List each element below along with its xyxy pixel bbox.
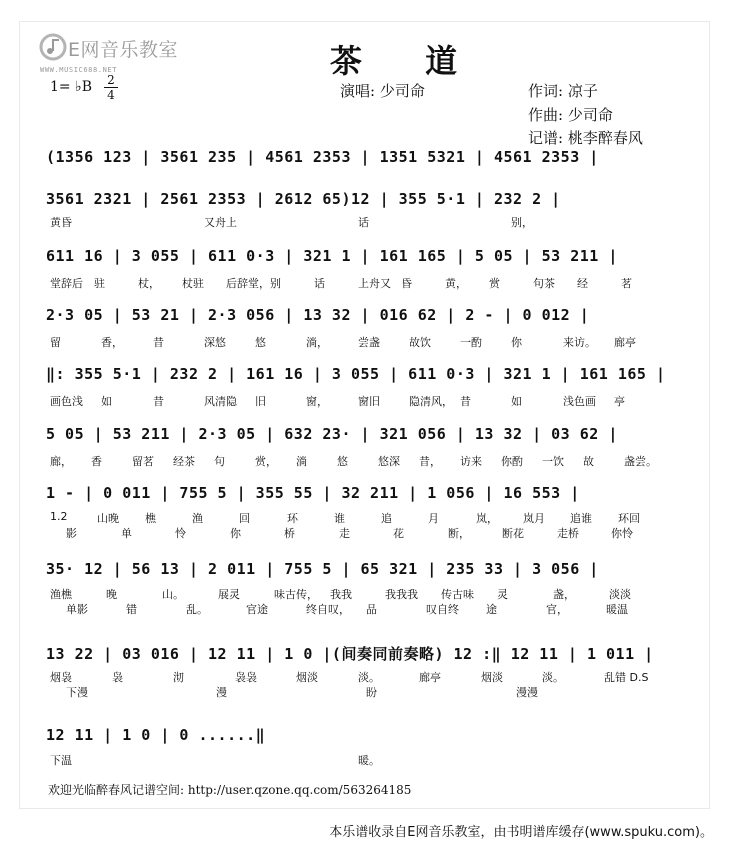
score-row xyxy=(46,148,686,168)
lyric-syllable: 浅色画 xyxy=(563,395,596,408)
site-logo xyxy=(38,30,188,78)
score-row xyxy=(46,726,686,767)
lyric-syllable: 尝盏 xyxy=(358,336,380,349)
lyric-syllable: 一饮 xyxy=(542,455,564,468)
lyric-syllable: 别 xyxy=(270,277,281,290)
lyric-syllable: 堂辞后 xyxy=(50,277,83,290)
lyric-syllable: 风清隐 xyxy=(204,395,237,408)
lyric-syllable: 盏， xyxy=(553,588,575,601)
lyric-syllable: 暖。 xyxy=(358,754,380,767)
score-row xyxy=(46,560,686,616)
lyric-syllable: 下温 xyxy=(50,754,72,767)
lyric-syllable: 杖驻 xyxy=(182,277,204,290)
lyric-syllable: 昔， xyxy=(419,455,441,468)
lyric-syllable-verse2: 怜 xyxy=(175,527,186,540)
composer: 作曲: 少司命 xyxy=(528,106,613,124)
lyric-syllable: 亭 xyxy=(614,395,625,408)
lyric-syllable: 山。 xyxy=(162,588,184,601)
lyric-syllable: 淡。 xyxy=(358,671,380,684)
lyric-syllable: 悠深 xyxy=(378,455,400,468)
lyric-syllable: 岚月 xyxy=(523,512,545,525)
lyric-syllable: 烟淡 xyxy=(296,671,318,684)
lyric-syllable: 窗旧 xyxy=(358,395,380,408)
lyric-syllable: 淌 xyxy=(296,455,307,468)
lyric-syllable: 后辞堂， xyxy=(226,277,270,290)
lyric-syllable: 谁 xyxy=(334,512,345,525)
lyric-syllable: 淡淡 xyxy=(609,588,631,601)
lyric-syllable: 深悠 xyxy=(204,336,226,349)
lyric-syllable: 烟袅 xyxy=(50,671,72,684)
note-line: 13 22 | 03 016 | 12 11 | 1 0 |(间奏同前奏略) 12 :‖ 12 11 | 1 011 | xyxy=(46,645,654,663)
lyric-syllable: 晚 xyxy=(106,588,117,601)
lyric-syllable: 环回 xyxy=(618,512,640,525)
lyric-syllable: 月 xyxy=(428,512,439,525)
lyric-syllable: 悠 xyxy=(255,336,266,349)
lyric-syllable: 话 xyxy=(314,277,325,290)
lyric-syllable: 你 xyxy=(511,336,522,349)
lyric-syllable-verse2: 单影 xyxy=(66,603,88,616)
note-line: 2·3 05 | 53 21 | 2·3 056 | 13 32 | 016 62 | 2 - | 0 012 | xyxy=(46,306,590,324)
music-note-icon xyxy=(38,32,68,62)
lyric-syllable: 廊， xyxy=(50,455,72,468)
lyric-syllable: 杖， xyxy=(138,277,160,290)
lyric-syllable: 话 xyxy=(358,216,369,229)
time-bottom: 4 xyxy=(107,88,115,102)
lyric-syllable: 别， xyxy=(511,216,533,229)
lyric-syllable: 1.2 xyxy=(50,510,68,523)
note-line: 5 05 | 53 211 | 2·3 05 | 632 23· | 321 056 | 13 32 | 03 62 | xyxy=(46,425,618,443)
lyric-syllable: 句茶 xyxy=(533,277,555,290)
lyric-syllable: 廊亭 xyxy=(614,336,636,349)
lyric-syllable: 留 xyxy=(50,336,61,349)
lyric-syllable-verse2: 单 xyxy=(121,527,132,540)
lyric-syllable-verse2: 花 xyxy=(393,527,404,540)
lyric-syllable-verse2: 影 xyxy=(66,527,77,540)
note-line: 611 16 | 3 055 | 611 0·3 | 321 1 | 161 165 | 5 05 | 53 211 | xyxy=(46,247,618,265)
lyric-syllable: 窗， xyxy=(306,395,328,408)
note-line: 3561 2321 | 2561 2353 | 2612 65)12 | 355 5·1 | 232 2 | xyxy=(46,190,561,208)
lyric-syllable: 沏 xyxy=(173,671,184,684)
score-row xyxy=(46,425,686,468)
lyric-syllable: 黄昏 xyxy=(50,216,72,229)
lyric-syllable: 渔樵 xyxy=(50,588,72,601)
transcriber: 记谱: 桃李醉春风 xyxy=(528,129,643,147)
lyric-syllable-verse2: 品 xyxy=(366,603,377,616)
lyric-syllable-verse2: 官， xyxy=(546,603,568,616)
lyric-syllable: 乱错 D.S xyxy=(604,671,649,684)
lyric-syllable: 茗 xyxy=(621,277,632,290)
lyric-syllable: 味古传， xyxy=(274,588,318,601)
lyric-syllable: 追谁 xyxy=(570,512,592,525)
lyric-syllable: 经 xyxy=(577,277,588,290)
lyric-syllable: 山晚 xyxy=(97,512,119,525)
lyric-syllable: 画色浅 xyxy=(50,395,83,408)
visit-note: 欢迎光临醉春风记谱空间: http://user.qzone.qq.com/563264185 xyxy=(48,783,412,797)
lyric-syllable: 一酌 xyxy=(460,336,482,349)
lyric-syllable: 岚， xyxy=(476,512,498,525)
lyric-syllable-verse2: 叹自终 xyxy=(426,603,459,616)
note-line: 12 11 | 1 0 | 0 ......‖ xyxy=(46,726,266,744)
note-line: ‖: 355 5·1 | 232 2 | 161 16 | 3 055 | 611 0·3 | 321 1 | 161 165 | xyxy=(46,365,666,383)
lyric-syllable: 留茗 xyxy=(132,455,154,468)
note-line: 1 - | 0 011 | 755 5 | 355 55 | 32 211 | 1 056 | 16 553 | xyxy=(46,484,580,502)
note-line: 35· 12 | 56 13 | 2 011 | 755 5 | 65 321 | 235 33 | 3 056 | xyxy=(46,560,599,578)
score-row xyxy=(46,190,686,229)
lyric-syllable-verse2: 漫 xyxy=(216,686,227,699)
lyric-syllable: 廊亭 xyxy=(419,671,441,684)
lyric-syllable: 驻 xyxy=(94,277,105,290)
lyric-syllable: 香 xyxy=(91,455,102,468)
lyric-syllable: 我我我 xyxy=(385,588,418,601)
lyric-syllable: 故 xyxy=(583,455,594,468)
lyric-syllable: 赏， xyxy=(255,455,277,468)
lyric-syllable: 黄， xyxy=(445,277,467,290)
lyric-syllable-verse2: 下漫 xyxy=(66,686,88,699)
lyric-syllable: 追 xyxy=(381,512,392,525)
lyric-syllable-verse2: 断花 xyxy=(502,527,524,540)
lyric-syllable: 故饮 xyxy=(409,336,431,349)
lyric-syllable: 赏 xyxy=(489,277,500,290)
score-row xyxy=(46,247,686,290)
lyric-syllable: 上舟又 xyxy=(358,277,391,290)
lyric-syllable-verse2: 断， xyxy=(448,527,470,540)
lyric-syllable: 句 xyxy=(214,455,225,468)
lyric-syllable: 昔 xyxy=(460,395,471,408)
lyric-syllable-verse2: 你 xyxy=(230,527,241,540)
lyric-syllable: 盏尝。 xyxy=(624,455,657,468)
time-signature xyxy=(104,74,118,101)
lyric-syllable: 我我 xyxy=(330,588,352,601)
lyric-syllable: 樵 xyxy=(145,512,156,525)
credit-note: 本乐谱收录自E网音乐教室，由书明谱库缓存(www.spuku.com)。 xyxy=(329,825,713,840)
time-top: 2 xyxy=(107,73,115,87)
lyric-syllable-verse2: 走 xyxy=(339,527,350,540)
lyric-syllable-verse2: 盼 xyxy=(366,686,377,699)
singer: 演唱: 少司命 xyxy=(340,82,425,100)
lyric-syllable: 悠 xyxy=(337,455,348,468)
lyric-syllable: 昏 xyxy=(401,277,412,290)
score-row xyxy=(46,643,686,699)
lyric-syllable-verse2: 途 xyxy=(486,603,497,616)
lyric-syllable: 香， xyxy=(101,336,123,349)
lyric-syllable: 袅 xyxy=(112,671,123,684)
lyric-syllable-verse2: 漫漫 xyxy=(516,686,538,699)
lyric-syllable: 昔 xyxy=(153,336,164,349)
lyric-syllable-verse2: 桥 xyxy=(284,527,295,540)
lyric-syllable-verse2: 你怜 xyxy=(611,527,633,540)
lyric-syllable-verse2: 终自叹， xyxy=(306,603,350,616)
logo-url: WWW.MUSIC688.NET xyxy=(40,66,118,74)
lyric-syllable: 隐清风， xyxy=(409,395,453,408)
note-line: (1356 123 | 3561 235 | 4561 2353 | 1351 5321 | 4561 2353 | xyxy=(46,148,599,166)
logo-text: E网音乐教室 xyxy=(68,39,179,61)
lyric-syllable: 淡。 xyxy=(542,671,564,684)
lyric-syllable: 展灵 xyxy=(218,588,240,601)
lyric-syllable: 渔 xyxy=(192,512,203,525)
lyric-syllable: 经茶 xyxy=(173,455,195,468)
lyric-syllable: 袅袅 xyxy=(235,671,257,684)
lyric-syllable: 旧 xyxy=(255,395,266,408)
key-signature: 1= ♭B xyxy=(50,79,92,95)
lyric-syllable: 来访。 xyxy=(563,336,596,349)
lyric-syllable: 如 xyxy=(511,395,522,408)
lyric-syllable: 访来 xyxy=(460,455,482,468)
lyric-syllable: 淌， xyxy=(306,336,328,349)
lyric-syllable: 你酌 xyxy=(501,455,523,468)
lyric-syllable: 烟淡 xyxy=(481,671,503,684)
lyric-syllable: 回 xyxy=(239,512,250,525)
lyric-syllable: 昔 xyxy=(153,395,164,408)
score-row xyxy=(46,365,686,408)
lyric-syllable-verse2: 走桥 xyxy=(557,527,579,540)
lyric-syllable: 灵 xyxy=(497,588,508,601)
lyric-syllable: 传古味 xyxy=(441,588,474,601)
lyricist: 作词: 凉子 xyxy=(528,82,598,100)
song-title: 茶 道 xyxy=(330,42,484,80)
score-row xyxy=(46,484,686,540)
lyric-syllable-verse2: 乱。 xyxy=(186,603,208,616)
lyric-syllable-verse2: 官途 xyxy=(246,603,268,616)
lyric-syllable-verse2: 暖温 xyxy=(606,603,628,616)
score-row xyxy=(46,306,686,349)
lyric-syllable: 如 xyxy=(101,395,112,408)
lyric-syllable: 又舟上 xyxy=(204,216,237,229)
lyric-syllable: 环 xyxy=(287,512,298,525)
lyric-syllable-verse2: 错 xyxy=(126,603,137,616)
